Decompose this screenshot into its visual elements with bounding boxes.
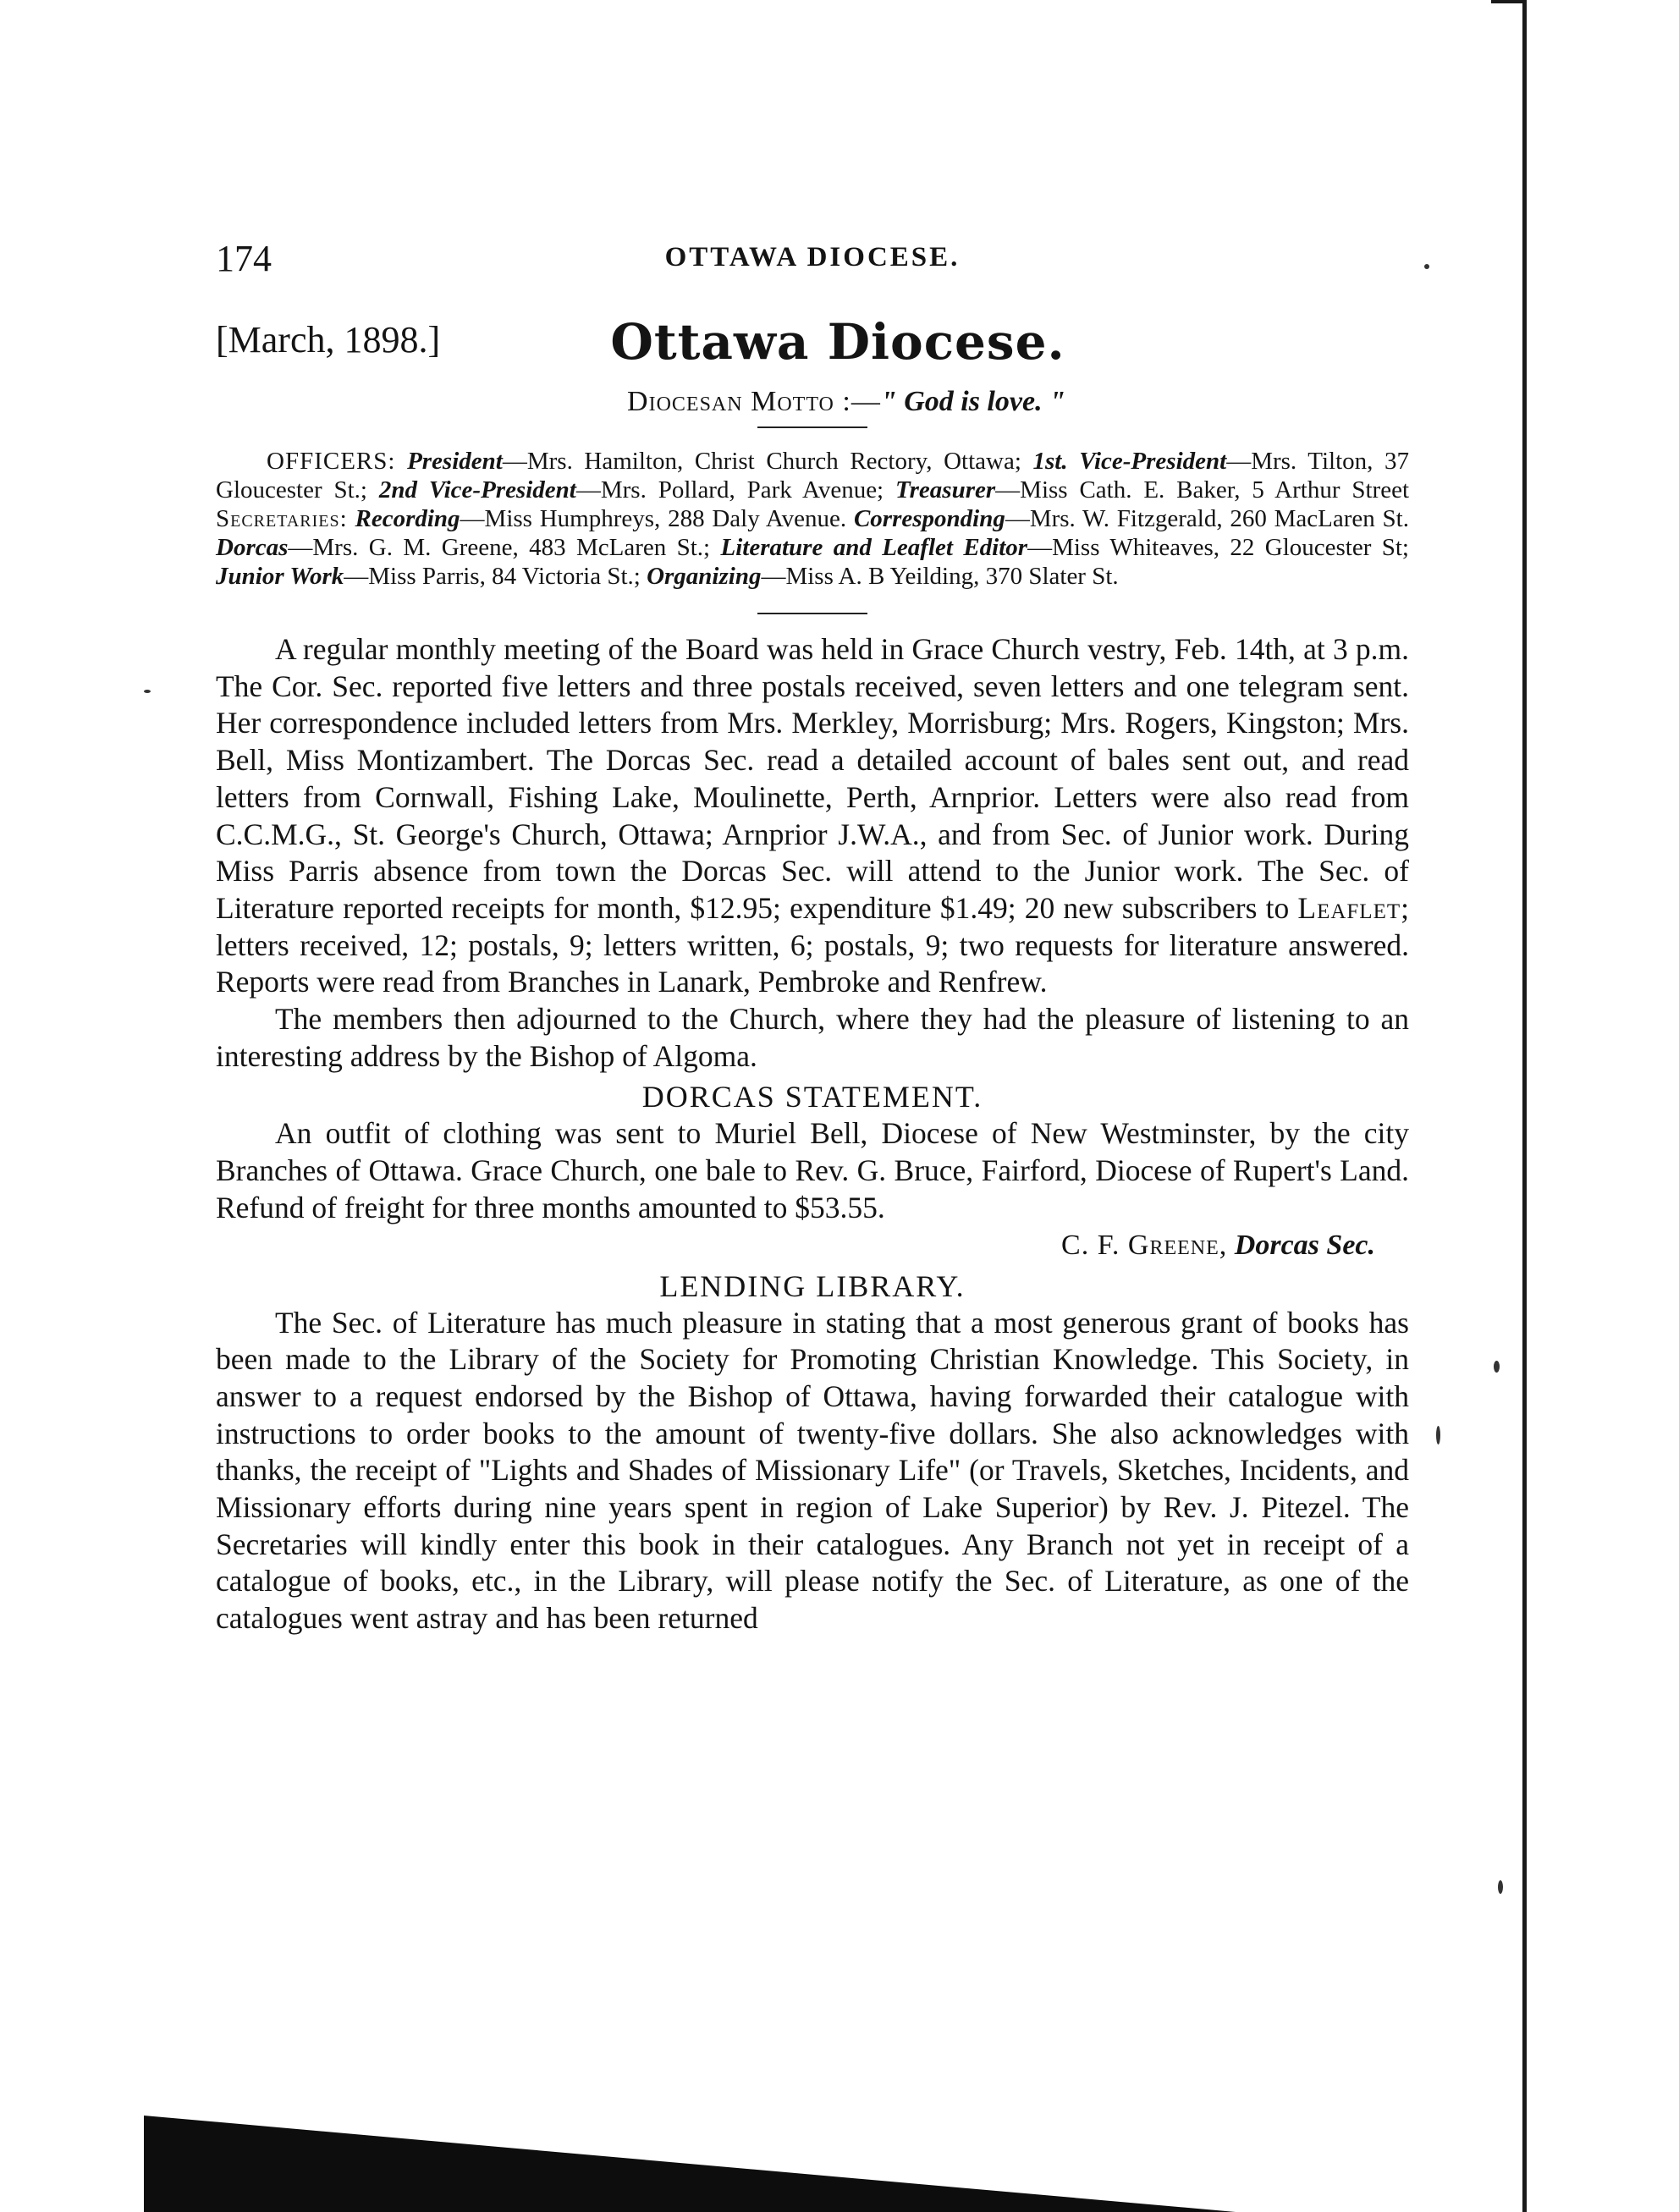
scan-shadow (144, 2116, 1236, 2212)
officer-role: 2nd Vice-President (378, 476, 576, 503)
officers-heading: OFFICERS: (267, 448, 396, 475)
scan-speck (1494, 1361, 1500, 1373)
officer-entry: —Mrs. Hamilton, Christ Church Rectory, Ottawa; (502, 448, 1033, 475)
library-paragraph: The Sec. of Literature has much pleasure in stating that a most generous grant of books has been made to the Library of the Society for Promoting Christian Knowledge. This Society, in answer to a request endorsed by the Bishop of Ottawa, having forwarded their catalogue with instructions to order books to the amount of twenty-five dollars. She also acknowledges with thanks, the receipt of "Lights and Shades of Missionary Life" (or Travels, Sketches, Incidents, and Missionary efforts during nine years spent in region of Lake Superior) by Rev. J. Pitezel. The Secretaries will kindly enter this book in their catalogues. Any Branch not yet in receipt of a catalogue of books, etc., in the Library, will please notify the Sec. of Literature, as one of the catalogues went astray and has been returned (216, 1305, 1409, 1636)
minutes-paragraph: The members then adjourned to the Church, where they had the pleasure of listening to an interesting address by the Bishop of Algoma. (216, 1002, 1409, 1073)
document-page (216, 237, 1409, 1637)
officer-role: 1st. Vice-President (1032, 448, 1227, 475)
scan-edge-mark (1491, 0, 1525, 3)
secretary-entry: —Miss Parris, 84 Victoria St.; (344, 563, 647, 590)
motto-text: " God is love. " (880, 386, 1065, 417)
officer-role: Treasurer (895, 476, 996, 503)
page-number: 174 (216, 238, 272, 279)
secretary-entry: —Miss A. B Yeilding, 370 Slater St. (761, 563, 1119, 590)
scan-speck (1436, 1426, 1440, 1444)
secretary-role: Recording (355, 505, 460, 532)
signature-name: C. F. Greene, (1061, 1229, 1228, 1261)
divider-rule (757, 426, 867, 428)
running-title: OTTAWA DIOCESE. (664, 242, 961, 272)
issue-date: [March, 1898.] (216, 319, 441, 360)
masthead (216, 313, 1409, 376)
dorcas-heading: DORCAS STATEMENT. (641, 1080, 983, 1114)
officer-role: President (407, 448, 503, 475)
officer-entry: —Miss Cath. E. Baker, 5 Arthur Street (995, 476, 1409, 503)
officers-list (216, 447, 1409, 591)
secretary-role: Junior Work (216, 563, 344, 590)
secretary-entry: —Mrs. G. M. Greene, 483 McLaren St.; (288, 534, 721, 561)
minutes-text: A regular monthly meeting of the Board was held in Grace Church vestry, Feb. 14th, at 3 p.m. The Cor. Sec. reported five letters and three postals received, seven letters and one telegram sent. Her correspondence included letters from Mrs. Merkley, Morrisburg; Mrs. Rogers, Kingston; Mrs. Bell, Miss Montizambert. The Dorcas Sec. read a detailed account of bales sent out, and read letters from Cornwall, Fishing Lake, Moulinette, Perth, Arnprior. Letters were also read from C.C.M.G., St. George's Church, Ottawa; Arnprior J.W.A., and from Sec. of Junior work. During Miss Parris absence from town the Dorcas Sec. will attend to the Junior work. The Sec. of Literature reported receipts for month, $12.95; expenditure $1.49; 20 new subscribers to (216, 632, 1409, 925)
motto-label: Diocesan Motto :— (627, 386, 881, 417)
secretary-entry: —Miss Whiteaves, 22 Gloucester St; (1027, 534, 1409, 561)
leaflet-title: Leaflet (1297, 890, 1401, 925)
section-title: Ottawa Diocese. (610, 313, 1065, 371)
secretary-role: Literature and Leaflet Editor (720, 534, 1028, 561)
scan-speck (1424, 264, 1429, 269)
minutes-paragraph (216, 631, 1409, 1001)
running-head (216, 237, 1409, 279)
signature-title: Dorcas Sec. (1234, 1229, 1375, 1261)
officer-entry: —Mrs. Pollard, Park Avenue; (575, 476, 895, 503)
secretary-role: Organizing (647, 563, 762, 590)
secretaries-label: Secretaries: (216, 505, 348, 532)
library-heading: LENDING LIBRARY. (659, 1268, 966, 1303)
dorcas-paragraph: An outfit of clothing was sent to Muriel Bell, Diocese of New Westminster, by the city Branches of Ottawa. Grace Church, one bale to Rev. G. Bruce, Fairford, Diocese of Rupert's Land. Refund of freight for three months amounted to $53.55. (216, 1116, 1409, 1224)
secretary-role: Corresponding (853, 505, 1005, 532)
minutes-text: ; letters received, 12; postals, 9; letters written, 6; postals, 9; two requests for literature answered. Reports were read from Branches in Lanark, Pembroke and Renfrew. (216, 890, 1409, 999)
dorcas-signature (216, 1227, 1409, 1264)
secretary-entry: —Miss Humphreys, 288 Daly Avenue. (460, 505, 854, 532)
secretary-role: Dorcas (216, 534, 289, 561)
secretary-entry: —Mrs. W. Fitzgerald, 260 MacLaren St. (1005, 505, 1409, 532)
scan-speck (1498, 1880, 1503, 1894)
divider-rule (757, 613, 867, 614)
diocesan-motto (284, 386, 1409, 418)
officer-entry: —Mrs. Tilton, 37 Gloucester St.; (216, 448, 1409, 503)
scan-speck (144, 690, 151, 693)
scan-edge-line (1522, 0, 1527, 2212)
